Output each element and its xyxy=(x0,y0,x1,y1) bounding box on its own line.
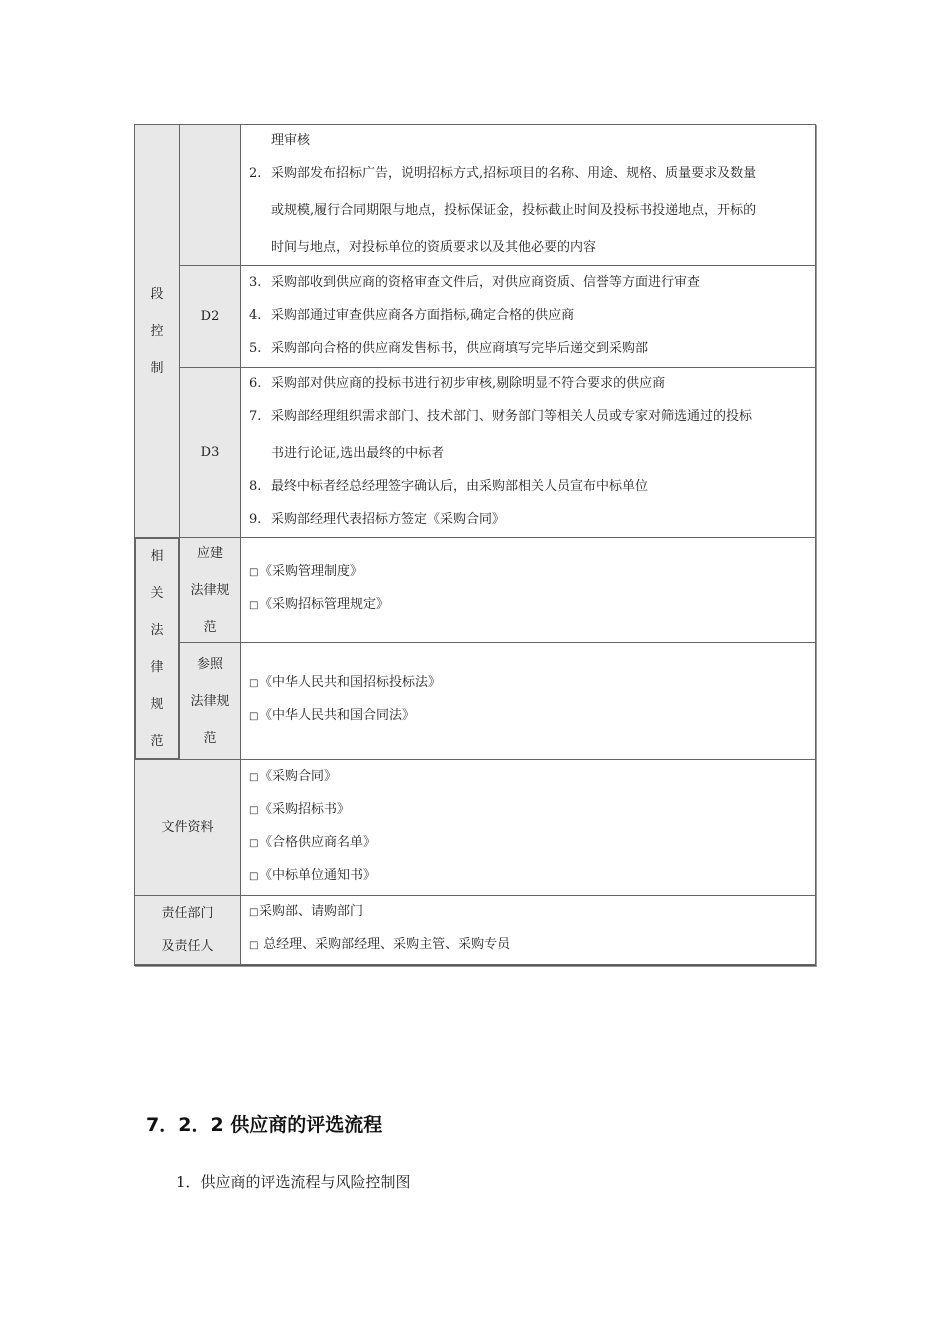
d1-line: 2. 采购部发布招标广告，说明招标方式,招标项目的名称、用途、规格、质量要求及数量 xyxy=(249,166,757,181)
should-establish-label: 应建 法律规 范 xyxy=(179,537,241,643)
d1-line: 理审核 xyxy=(271,133,311,148)
reference-laws-label: 参照 法律规 范 xyxy=(179,642,241,760)
section-item: 1．供应商的评选流程与风险控制图 xyxy=(176,1173,411,1191)
checkbox-icon: □ xyxy=(249,838,259,849)
checkbox-icon: □ xyxy=(249,871,259,882)
responsible-label: 责任部门 及责任人 xyxy=(134,895,241,965)
d1-line: 或规模,履行合同期限与地点，投标保证金，投标截止时间及投标书投递地点，开标的 xyxy=(271,203,757,218)
law-label-char: 律 xyxy=(150,659,164,675)
law-label-char: 范 xyxy=(150,733,164,749)
procurement-control-table xyxy=(134,124,816,966)
checkbox-icon: □ xyxy=(249,678,259,689)
list-item: □ 总经理、采购部经理、采购主管、采购专员 xyxy=(249,937,511,952)
checkbox-icon: □ xyxy=(249,805,259,816)
list-item: □《合格供应商名单》 xyxy=(249,835,377,850)
checkbox-icon: □ xyxy=(249,940,259,951)
d1-label-cell xyxy=(179,124,241,266)
list-item: □采购部、请购部门 xyxy=(249,904,364,919)
responsible-content xyxy=(240,895,816,965)
checkbox-icon: □ xyxy=(249,600,259,611)
d2-line: 3. 采购部收到供应商的资格审查文件后，对供应商资质、信誉等方面进行审查 xyxy=(249,275,701,290)
d3-content xyxy=(240,367,816,538)
law-label-char: 关 xyxy=(150,585,164,601)
d2-line: 4. 采购部通过审查供应商各方面指标,确定合格的供应商 xyxy=(249,308,575,323)
list-item: □《采购管理制度》 xyxy=(249,564,364,579)
stage-control-label xyxy=(134,124,180,538)
list-item: □《采购合同》 xyxy=(249,769,338,784)
list-item: □《采购招标管理规定》 xyxy=(249,597,390,612)
checkbox-icon: □ xyxy=(249,567,259,578)
stage-label-char: 段 xyxy=(150,286,164,302)
list-item: □《采购招标书》 xyxy=(249,802,351,817)
d3-line: 8. 最终中标者经总经理签字确认后，由采购部相关人员宣布中标单位 xyxy=(249,479,649,494)
list-item: □《中华人民共和国招标投标法》 xyxy=(249,675,442,690)
checkbox-icon: □ xyxy=(249,907,259,918)
law-label-char: 规 xyxy=(150,696,164,712)
should-establish-content xyxy=(240,537,816,643)
documents-content xyxy=(240,759,816,896)
d3-line: 7. 采购部经理组织需求部门、技术部门、财务部门等相关人员或专家对筛选通过的投标 xyxy=(249,409,753,424)
list-item: □《中标单位通知书》 xyxy=(249,868,377,883)
d1-line: 时间与地点，对投标单位的资质要求以及其他必要的内容 xyxy=(271,240,597,255)
d3-line: 6. 采购部对供应商的投标书进行初步审核,剔除明显不符合要求的供应商 xyxy=(249,376,666,391)
list-item: □《中华人民共和国合同法》 xyxy=(249,708,416,723)
d1-content xyxy=(240,124,816,266)
section-heading: 7．2．2 供应商的评选流程 xyxy=(146,1114,383,1136)
d3-label: D3 xyxy=(179,367,241,538)
reference-laws-content xyxy=(240,642,816,760)
d3-line: 9. 采购部经理代表招标方签定《采购合同》 xyxy=(249,512,506,527)
checkbox-icon: □ xyxy=(249,772,259,783)
d2-content xyxy=(240,265,816,368)
d2-line: 5. 采购部向合格的供应商发售标书，供应商填写完毕后递交到采购部 xyxy=(249,341,649,356)
stage-label-char: 制 xyxy=(150,360,164,376)
d2-label: D2 xyxy=(179,265,241,368)
stage-label-char: 控 xyxy=(150,323,164,339)
law-label-char: 相 xyxy=(150,548,164,564)
law-label-char: 法 xyxy=(150,622,164,638)
documents-label: 文件资料 xyxy=(134,759,241,896)
related-laws-label xyxy=(134,537,180,760)
checkbox-icon: □ xyxy=(249,711,259,722)
d3-line: 书进行论证,选出最终的中标者 xyxy=(271,446,445,461)
